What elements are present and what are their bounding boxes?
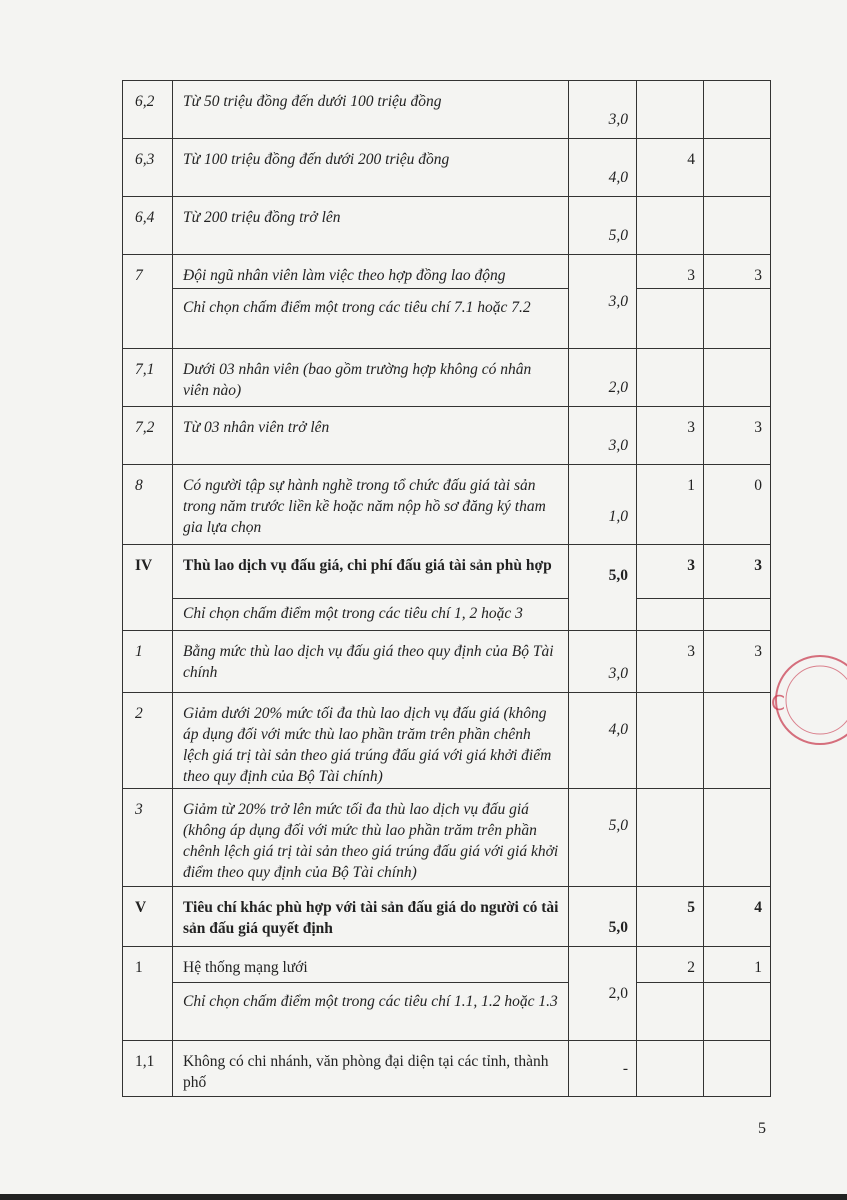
criterion-name: Có người tập sự hành nghề trong tổ chức đấu giá tài sản trong năm trước liền kề hoặc năm nộp hồ sơ đăng ký tham gia lựa chọn	[173, 465, 569, 545]
criterion-name: Tiêu chí khác phù hợp với tài sản đấu giá do người có tài sản đấu giá quyết định	[173, 887, 569, 947]
criterion-name: Bằng mức thù lao dịch vụ đấu giá theo quy định của Bộ Tài chính	[173, 631, 569, 693]
table-row	[123, 599, 771, 631]
score-col-2: 1	[704, 947, 771, 983]
score-col-1: 3	[637, 545, 704, 599]
red-seal-stamp	[765, 630, 847, 770]
row-number: 2	[123, 693, 173, 789]
criterion-name: Giảm từ 20% trở lên mức tối đa thù lao dịch vụ đấu giá (không áp dụng đối với mức thù lao phần trăm trên phần chênh lệch giá trị tài sản theo giá trúng đấu giá với giá khởi điểm theo quy định của Bộ Tài chính)	[173, 789, 569, 887]
score-col-1	[637, 81, 704, 139]
score-col-1: 2	[637, 947, 704, 983]
criterion-name: Dưới 03 nhân viên (bao gồm trường hợp không có nhân viên nào)	[173, 349, 569, 407]
table-row	[123, 983, 771, 1041]
table-row	[123, 139, 771, 197]
table-row	[123, 465, 771, 545]
score-col-1	[637, 197, 704, 255]
table-row	[123, 887, 771, 947]
table-row	[123, 81, 771, 139]
row-number: 6,2	[123, 81, 173, 139]
page-bottom-edge	[0, 1194, 847, 1200]
score-col-1	[637, 1041, 704, 1097]
table-row	[123, 789, 771, 887]
row-number: 3	[123, 789, 173, 887]
score-col-1: 1	[637, 465, 704, 545]
table-row	[123, 693, 771, 789]
max-score: -	[569, 1041, 637, 1097]
score-col-2: 0	[704, 465, 771, 545]
criterion-name: Từ 100 triệu đồng đến dưới 200 triệu đồng	[173, 139, 569, 197]
max-score: 1,0	[569, 465, 637, 545]
score-col-2: 3	[704, 407, 771, 465]
criterion-note: Chỉ chọn chấm điểm một trong các tiêu chí 7.1 hoặc 7.2	[173, 289, 569, 349]
score-col-2: 3	[704, 255, 771, 289]
score-col-1: 3	[637, 631, 704, 693]
score-col-1	[637, 693, 704, 789]
criterion-name: Không có chi nhánh, văn phòng đại diện tại các tỉnh, thành phố	[173, 1041, 569, 1097]
table-row	[123, 947, 771, 983]
table-row	[123, 197, 771, 255]
empty-cell	[704, 289, 771, 349]
empty-cell	[704, 983, 771, 1041]
score-col-1: 5	[637, 887, 704, 947]
max-score: 2,0	[569, 349, 637, 407]
score-col-2	[704, 693, 771, 789]
empty-cell	[637, 599, 704, 631]
score-col-2	[704, 197, 771, 255]
table-row	[123, 289, 771, 349]
row-number: 7,2	[123, 407, 173, 465]
criteria-table	[122, 80, 771, 1097]
criterion-name: Từ 50 triệu đồng đến dưới 100 triệu đồng	[173, 81, 569, 139]
score-col-1	[637, 789, 704, 887]
score-col-1	[637, 349, 704, 407]
row-number: IV	[123, 545, 173, 631]
row-number: 7	[123, 255, 173, 349]
score-col-2	[704, 1041, 771, 1097]
max-score: 5,0	[569, 197, 637, 255]
score-col-2: 3	[704, 545, 771, 599]
table-row	[123, 545, 771, 599]
max-score: 5,0	[569, 887, 637, 947]
score-col-2	[704, 81, 771, 139]
criterion-name: Từ 200 triệu đồng trở lên	[173, 197, 569, 255]
row-number: 6,3	[123, 139, 173, 197]
table-row	[123, 407, 771, 465]
empty-cell	[637, 983, 704, 1041]
row-number: V	[123, 887, 173, 947]
score-col-2	[704, 349, 771, 407]
table-row	[123, 349, 771, 407]
score-col-1: 4	[637, 139, 704, 197]
max-score: 2,0	[569, 947, 637, 1041]
max-score: 4,0	[569, 693, 637, 789]
row-number: 7,1	[123, 349, 173, 407]
empty-cell	[704, 599, 771, 631]
criterion-name: Giảm dưới 20% mức tối đa thù lao dịch vụ đấu giá (không áp dụng đối với mức thù lao phần trăm trên phần chênh lệch giá trị tài sản theo giá trúng đấu giá với giá khởi điểm theo quy định của Bộ Tài chính)	[173, 693, 569, 789]
row-number: 1,1	[123, 1041, 173, 1097]
row-number: 6,4	[123, 197, 173, 255]
svg-text:C: C	[771, 691, 785, 715]
score-col-1: 3	[637, 407, 704, 465]
criterion-name: Hệ thống mạng lưới	[173, 947, 569, 983]
row-number: 1	[123, 631, 173, 693]
score-col-2	[704, 789, 771, 887]
max-score: 3,0	[569, 81, 637, 139]
criterion-name: Thù lao dịch vụ đấu giá, chi phí đấu giá tài sản phù hợp	[173, 545, 569, 599]
table-row	[123, 255, 771, 289]
max-score: 3,0	[569, 631, 637, 693]
page-number: 5	[758, 1120, 766, 1137]
score-col-2: 3	[704, 631, 771, 693]
criterion-note: Chỉ chọn chấm điểm một trong các tiêu chí 1, 2 hoặc 3	[173, 599, 569, 631]
row-number: 8	[123, 465, 173, 545]
max-score: 4,0	[569, 139, 637, 197]
max-score: 5,0	[569, 789, 637, 887]
criterion-name: Từ 03 nhân viên trở lên	[173, 407, 569, 465]
row-number: 1	[123, 947, 173, 1041]
max-score: 5,0	[569, 545, 637, 631]
empty-cell	[637, 289, 704, 349]
criterion-note: Chỉ chọn chấm điểm một trong các tiêu chí 1.1, 1.2 hoặc 1.3	[173, 983, 569, 1041]
criterion-name: Đội ngũ nhân viên làm việc theo hợp đồng lao động	[173, 255, 569, 289]
max-score: 3,0	[569, 255, 637, 349]
table-row	[123, 1041, 771, 1097]
max-score: 3,0	[569, 407, 637, 465]
table-row	[123, 631, 771, 693]
score-col-2	[704, 139, 771, 197]
score-col-2: 4	[704, 887, 771, 947]
score-col-1: 3	[637, 255, 704, 289]
